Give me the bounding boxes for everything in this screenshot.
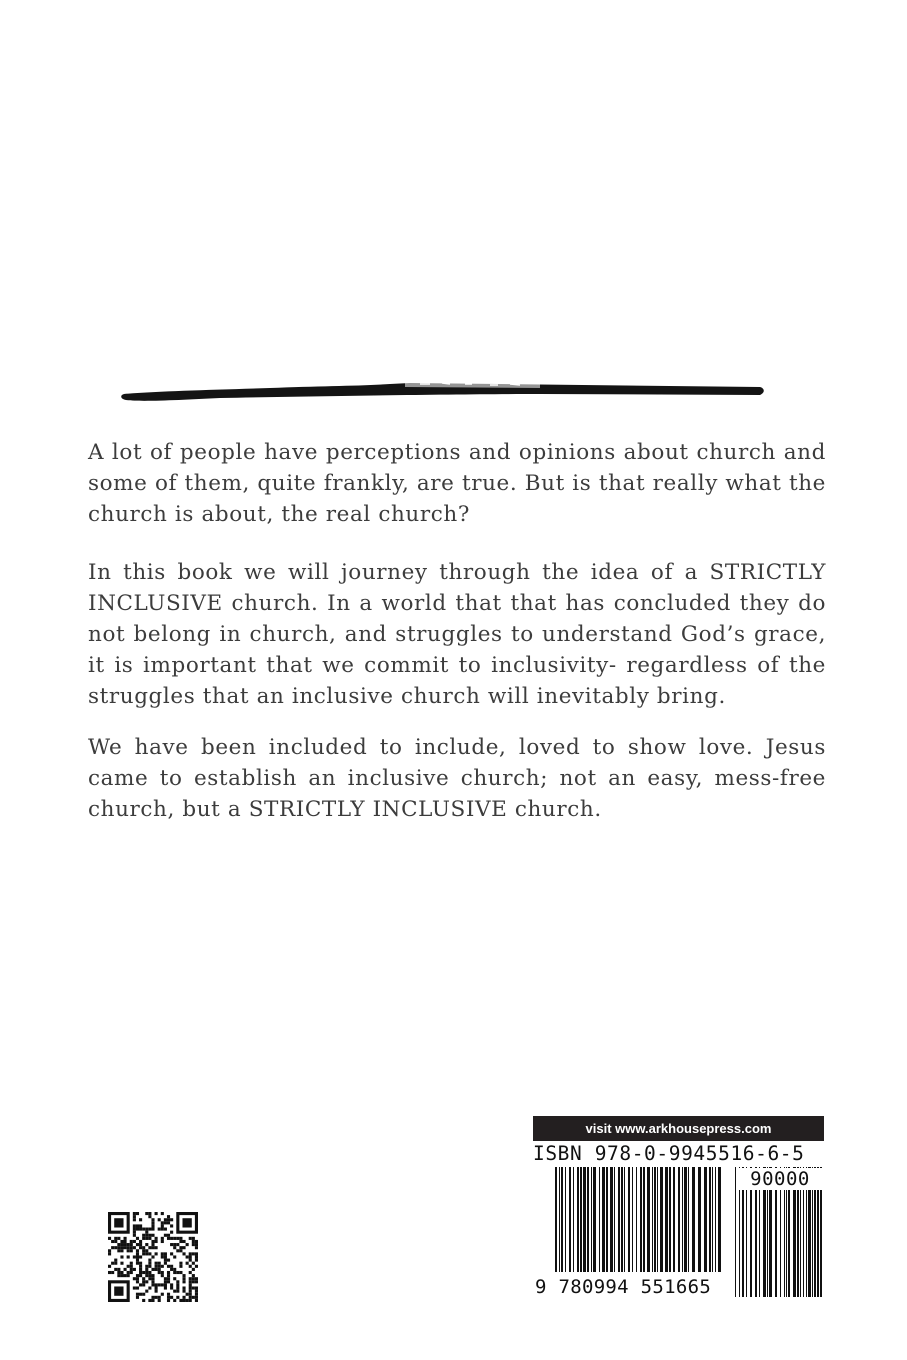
blurb-paragraph-1: A lot of people have perceptions and opinions about church and some of them, quite frankly, are true. But is that really what the church is about, the real church? [88,440,826,527]
publisher-website-banner: visit www.arkhousepress.com [533,1116,824,1141]
blurb-paragraph-3: We have been included to include, loved to show love. Jesus came to establish an inclusive church; not an easy, mess-free church, but a STRICTLY INCLUSIVE church. [88,735,826,822]
ean-digits: 9 780994 551665 [535,1276,712,1298]
price-code: 90000 [738,1168,822,1190]
brush-stroke-divider [120,378,766,406]
qr-code [108,1212,198,1302]
blurb-paragraph-2: In this book we will journey through the idea of a STRICTLY INCLUSIVE church. In a world that that has concluded they do not belong in church, and struggles to understand God’s grace, it is important that we commit to inclusivity- regardless of the struggles that an inclusive church will inevitably bring. [88,560,826,709]
isbn-label: ISBN 978-0-9945516-6-5 [533,1142,805,1165]
